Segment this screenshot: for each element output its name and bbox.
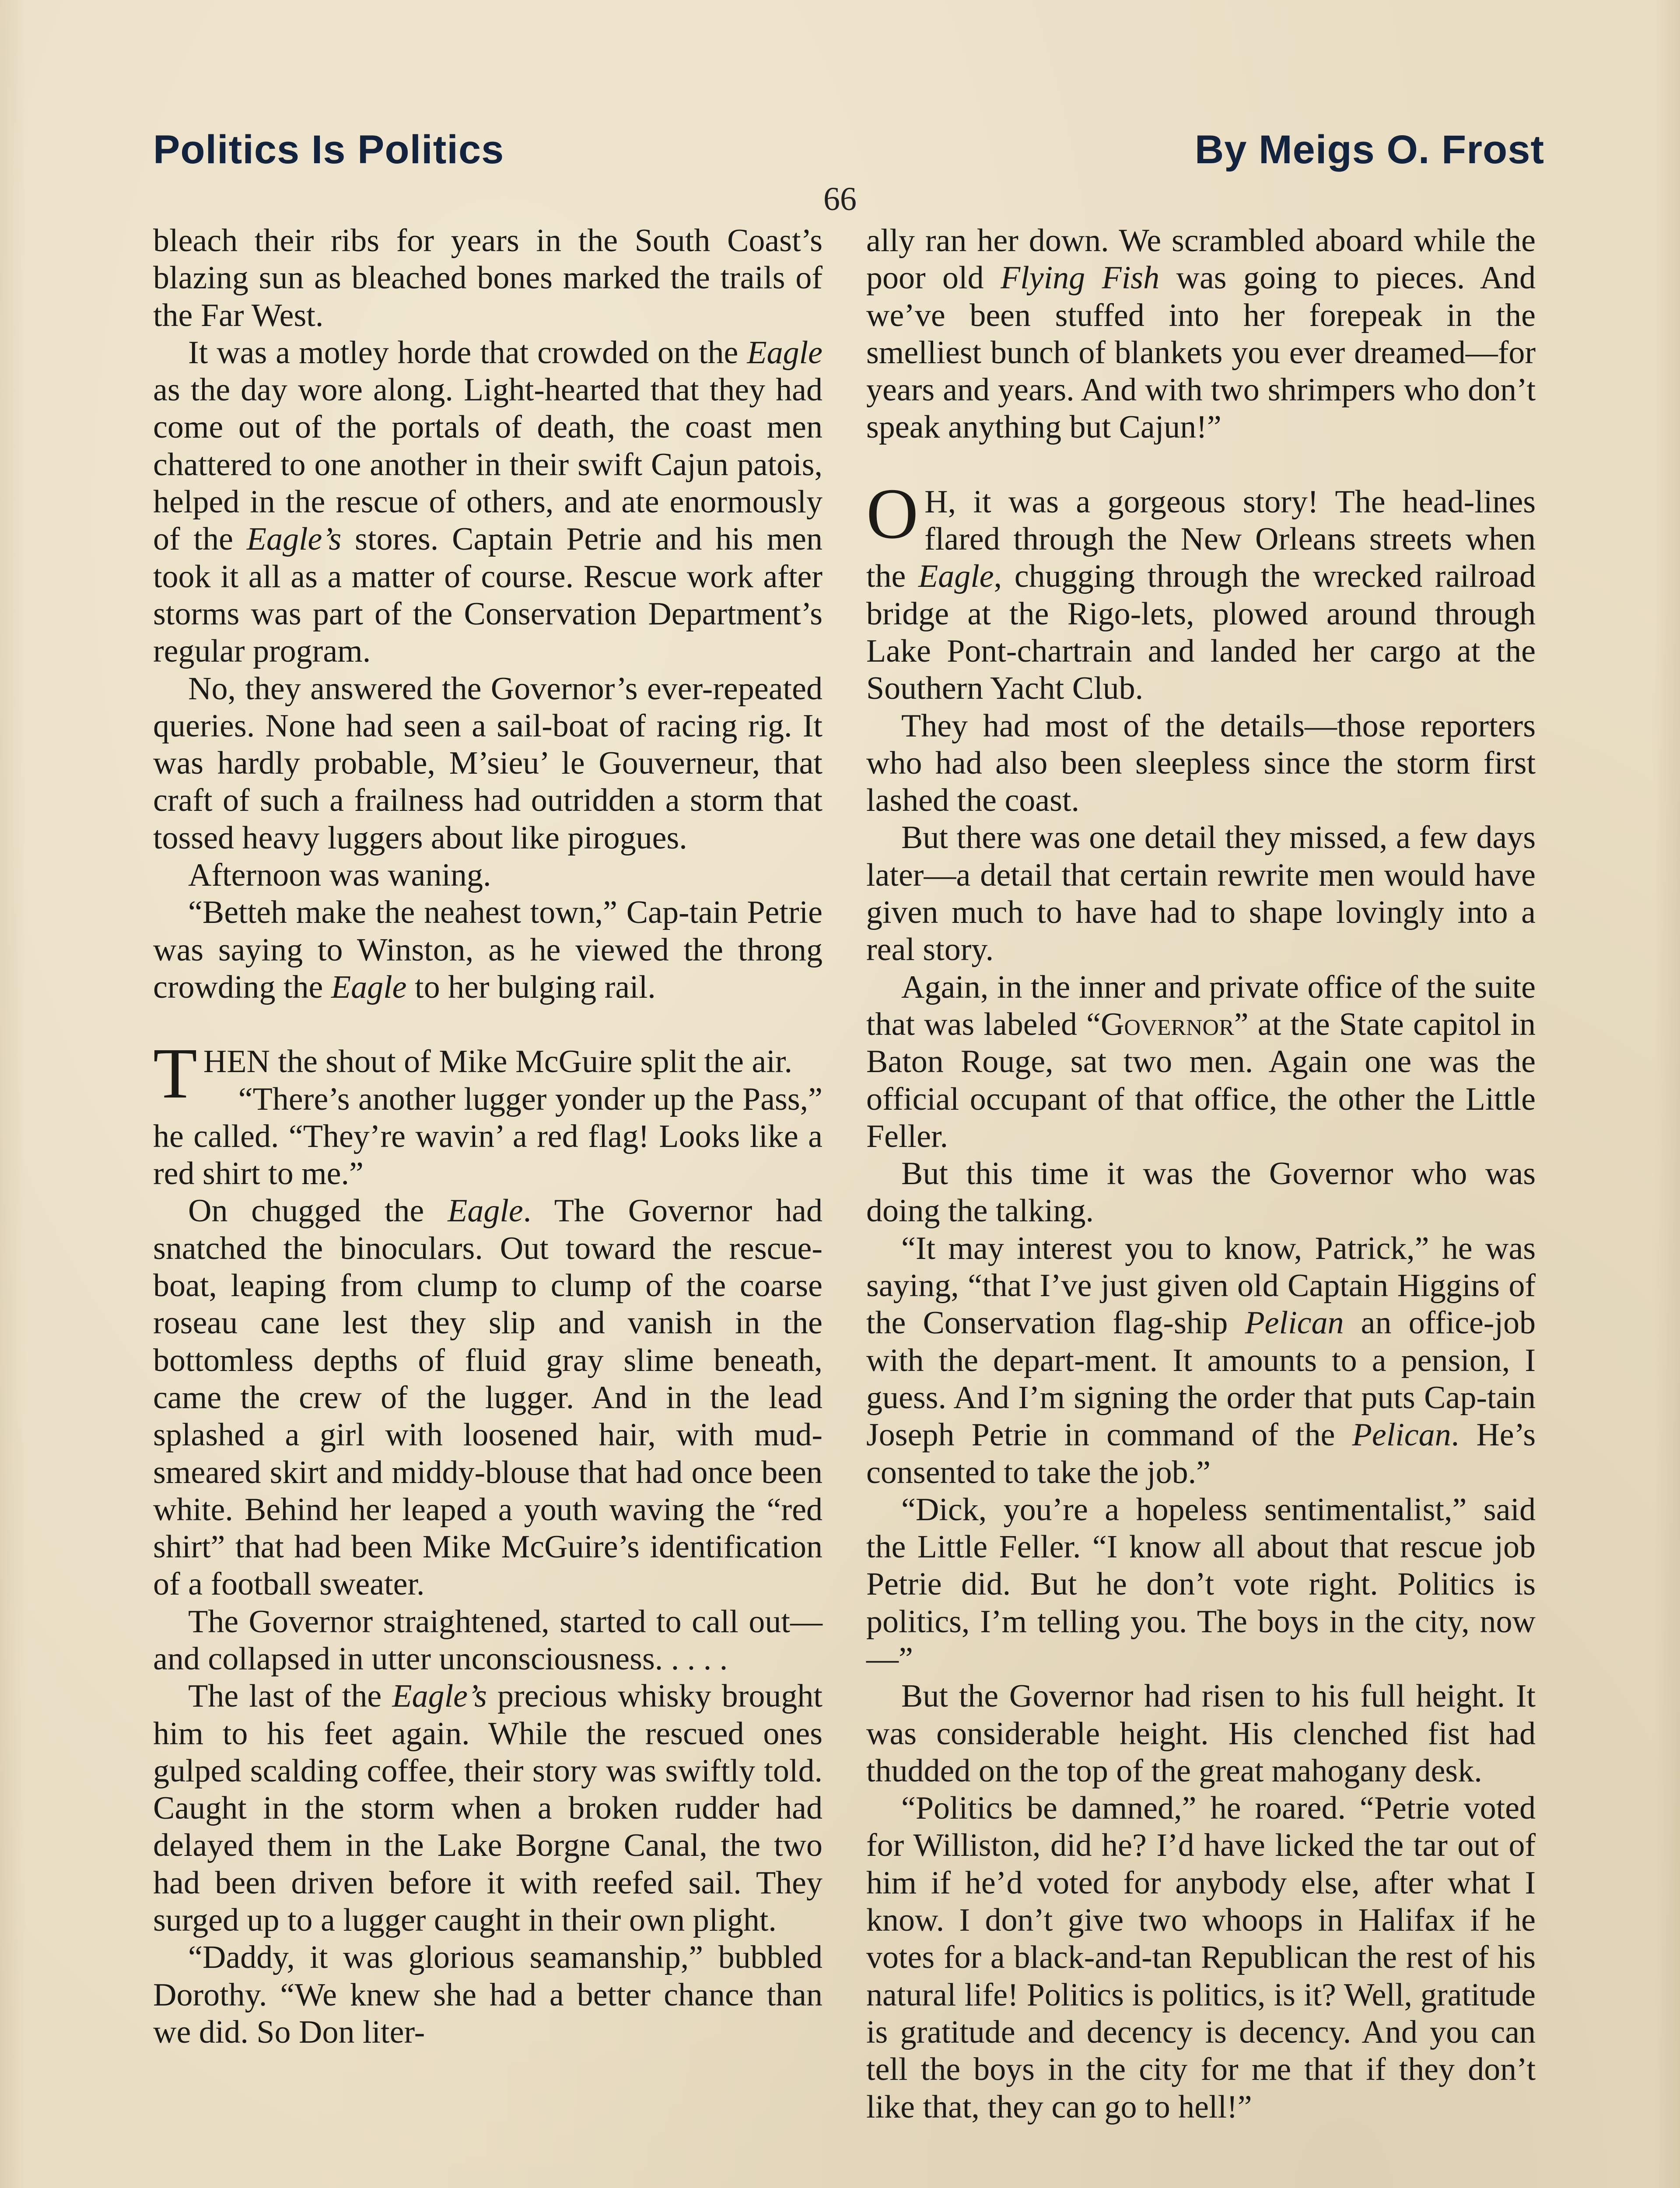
left-column	[153, 222, 822, 2188]
ship-name: Pelican	[1245, 1305, 1344, 1341]
text-run: an office-job with the depart-ment. It amounts to a pension, I guess. And I’m signing the order that puts Cap-tain Joseph Petrie in command of the	[866, 1305, 1536, 1453]
text-run: Again, in the inner and private office of the suite that was labeled “	[866, 969, 1536, 1042]
section-opening-paragraph	[866, 473, 1536, 708]
paragraph: bleach their ribs for years in the South Coast’s blazing sun as bleached bones marked the trails of the Far West.	[153, 223, 822, 333]
ship-name: Eagle’s	[246, 521, 342, 558]
paragraph	[866, 1230, 1536, 1491]
running-head	[153, 127, 1544, 173]
text-run: “It may interest you to know, Patrick,” he was saying, “that I’ve just given old Captain Higgins of the Conservation flag-ship	[866, 1230, 1536, 1341]
paragraph: “Politics be damned,” he roared. “Petrie voted for Williston, did he? I’d have licked the tar out of him if he’d voted for anybody else, after what I know. I don’t give two whoops in Halifax if he votes for a black-and-tan Republican the rest of his natural life! Politics is politics, is it? Well, gratitude is gratitude and decency is decency. And you can tell the boys in the city for me that if they don’t like that, they can go to hell!”	[866, 1790, 1536, 2125]
paragraph: But there was one detail they missed, a few days later—a detail that certain rewrite men would have given much to have had to shape lovingly into a real story.	[866, 820, 1536, 968]
ship-name: Eagle	[448, 1193, 523, 1229]
text-run: The last of the	[188, 1678, 392, 1715]
right-column	[866, 222, 1536, 2188]
office-label: Governor	[1100, 1006, 1234, 1042]
ship-name: Eagle	[747, 334, 822, 371]
paragraph	[153, 1678, 822, 1939]
paragraph	[153, 334, 822, 670]
drop-cap: O	[866, 473, 919, 554]
story-title: Politics Is Politics	[153, 127, 504, 172]
ship-name: Eagle	[918, 558, 994, 595]
text-run: ” at the State capitol in Baton Rouge, sat two men. Again one was the official occupant of that office, the other the Little Feller.	[866, 1006, 1536, 1154]
paragraph: They had most of the details—those reporters who had also been sleepless since the storm first lashed the coast.	[866, 708, 1536, 819]
paragraph: But the Governor had risen to his full height. It was considerable height. His clenched fist had thudded on the top of the great mahogany desk.	[866, 1678, 1536, 1789]
text-run: On chugged the	[188, 1193, 448, 1229]
text-run: , chugging through the wrecked railroad bridge at the Rigo-lets, plowed around through Lake Pont-chartrain and landed her cargo at the Southern Yacht Club.	[866, 558, 1536, 707]
text-run: HEN the shout of Mike McGuire split the air.	[203, 1044, 792, 1080]
paragraph	[866, 969, 1536, 1155]
page-number: 66	[823, 181, 857, 217]
text-run: to her bulging rail.	[406, 969, 656, 1005]
paragraph	[866, 222, 1536, 446]
text-run: . He’s consented to take the job.”	[866, 1417, 1536, 1490]
text-run: It was a motley horde that crowded on the	[188, 334, 747, 371]
paragraph: But this time it was the Governor who was doing the talking.	[866, 1156, 1536, 1229]
text-run: was going to pieces. And we’ve been stuffed into her forepeak in the smelliest bunch of blankets you ever dreamed—for years and years. And with two shrimpers who don’t speak anything but Cajun!”	[866, 260, 1536, 445]
author-byline: By Meigs O. Frost	[1194, 127, 1544, 172]
ship-name: Pelican	[1352, 1417, 1451, 1453]
text-run: . The Governor had snatched the binoculars. Out toward the rescue-boat, leaping from clump to clump of the coarse roseau cane lest they slip and vanish in the bottomless depths of fluid gray slime beneath, came the crew of the lugger. And in the lead splashed a girl with loosened hair, with mud-smeared skirt and middy-blouse that had once been white. Behind her leaped a youth waving the “red shirt” that had been Mike McGuire’s identification of a football sweater.	[153, 1193, 822, 1602]
paragraph: “There’s another lugger yonder up the Pass,” he called. “They’re wavin’ a red flag! Looks like a red shirt to me.”	[153, 1081, 822, 1192]
text-run: “Betteh make the neahest town,” Cap-tain Petrie was saying to Winston, as he viewed the throng crowding the	[153, 894, 822, 1005]
text-run: precious whisky brought him to his feet again. While the rescued ones gulped scalding coffee, their story was swiftly told. Caught in the storm when a broken rudder had delayed them in the Lake Borgne Canal, the two had been driven before it with reefed sail. They surged up to a lugger caught in their own plight.	[153, 1678, 822, 1939]
paragraph	[153, 894, 822, 1006]
paragraph: Afternoon was waning.	[188, 857, 491, 894]
ship-name: Eagle	[331, 969, 407, 1005]
text-run: H, it was a gorgeous story! The head-lines flared through the New Orleans streets when the	[866, 484, 1536, 595]
text-run: stores. Captain Petrie and his men took it all as a matter of course. Rescue work after storms was part of the Conservation Department’s regular program.	[153, 521, 822, 670]
paragraph: “Daddy, it was glorious seamanship,” bubbled Dorothy. “We knew she had a better chance than we did. So Don liter-	[153, 1939, 822, 2050]
text-run: ally ran her down. We scrambled aboard while the poor old	[866, 223, 1536, 296]
text-run: as the day wore along. Light-hearted that they had come out of the portals of death, the coast men chattered to one another in their swift Cajun patois, helped in the rescue of others, and ate enormously of the	[153, 372, 822, 558]
drop-cap: T	[153, 1033, 197, 1114]
paragraph: The Governor straightened, started to call out—and collapsed in utter unconsciousness. . . . .	[153, 1603, 822, 1677]
paragraph	[153, 1192, 822, 1603]
paragraph: “Dick, you’re a hopeless sentimentalist,” said the Little Feller. “I know all about that rescue job Petrie did. But he don’t vote right. Politics is politics, I’m telling you. The boys in the city, now—”	[866, 1491, 1536, 1677]
boat-name: Flying Fish	[1000, 260, 1160, 296]
paragraph: No, they answered the Governor’s ever-repeated queries. None had seen a sail-boat of racing rig. It was hardly probable, M’sieu’ le Gouverneur, that craft of such a frailness had outridden a storm that tossed heavy luggers about like pirogues.	[153, 670, 822, 856]
section-opening-paragraph	[153, 1033, 822, 1114]
ship-name: Eagle’s	[392, 1678, 487, 1715]
